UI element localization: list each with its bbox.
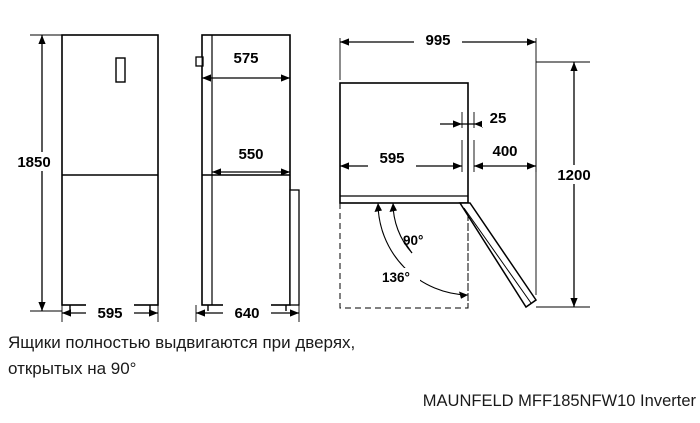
front-view-handle	[116, 58, 125, 82]
side-575-label: 575	[233, 50, 259, 67]
side-640-arrow-left	[196, 309, 205, 316]
side-640-arrow-right	[290, 309, 299, 316]
dim-995-arrow-left	[340, 38, 349, 45]
front-height-arrow-top	[38, 35, 45, 44]
dim-1200-label: 1200	[557, 167, 591, 184]
top-view-group	[340, 30, 600, 308]
dim-400-arrow-right	[527, 162, 536, 169]
angle-136-arrow-end	[459, 292, 468, 299]
drawer-note-line-2: открытых на 90°	[8, 359, 137, 378]
front-view-group	[12, 35, 158, 322]
front-width-label: 595	[97, 305, 123, 322]
side-view-compressor-recess	[290, 190, 299, 305]
front-height-label: 1850	[17, 154, 51, 171]
side-640-label: 640	[234, 305, 260, 322]
side-view-group	[196, 35, 299, 322]
side-view-body	[202, 35, 290, 305]
angle-136-label: 136°	[382, 270, 410, 285]
angle-90-arrow	[390, 203, 398, 212]
front-height-arrow-bottom	[38, 302, 45, 311]
drawer-note-line-1: Ящики полностью выдвигаются при дверях,	[8, 333, 356, 352]
top-view-body	[340, 83, 468, 203]
model-label: MAUNFELD MFF185NFW10 Inverter	[422, 392, 696, 410]
front-view-body	[62, 35, 158, 305]
dim-400-arrow-left	[474, 162, 483, 169]
dim-1200-arrow-top	[570, 62, 577, 71]
dim-995-label: 995	[425, 32, 451, 49]
dim-595-label: 595	[379, 150, 405, 167]
open-door-center-line	[464, 208, 531, 303]
dim-400-label: 400	[492, 143, 518, 160]
side-550-label: 550	[238, 146, 264, 163]
dim-995-arrow-right	[527, 38, 536, 45]
dim-1200-arrow-bottom	[570, 298, 577, 307]
top-view-open-door-leaf	[460, 203, 536, 307]
front-width-arrow-right	[149, 309, 158, 316]
dim-25-arrow-right	[474, 120, 483, 127]
front-width-arrow-left	[62, 309, 71, 316]
dim-25-label: 25	[489, 110, 507, 127]
drawer-note	[8, 330, 428, 382]
angle-90-label: 90°	[403, 233, 424, 248]
angle-136-arrow-start	[375, 203, 383, 212]
